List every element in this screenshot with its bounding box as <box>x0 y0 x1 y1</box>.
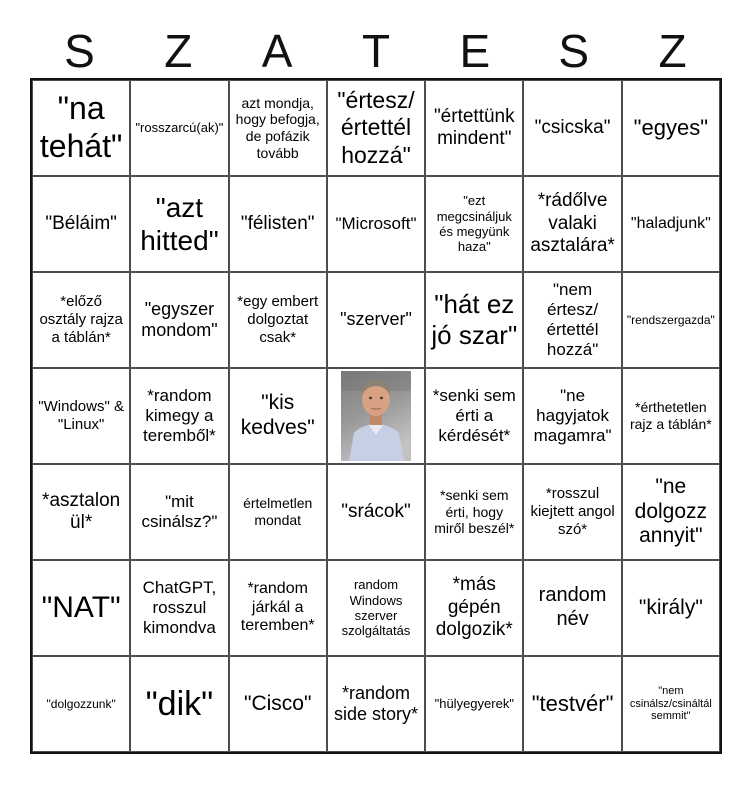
title-letter: S <box>64 25 95 77</box>
bingo-cell[interactable]: "rosszarcú(ak)" <box>130 80 228 176</box>
bingo-cell[interactable]: azt mondja, hogy befogja, de pofázik tovább <box>229 80 327 176</box>
bingo-cell[interactable]: "Microsoft" <box>327 176 425 272</box>
bingo-cell[interactable]: "ne hagyjatok magamra" <box>523 368 621 464</box>
bingo-cell[interactable]: *érthetetlen rajz a táblán* <box>622 368 720 464</box>
bingo-cell[interactable]: random Windows szerver szolgáltatás <box>327 560 425 656</box>
bingo-cell[interactable]: *rádőlve valaki asztalára* <box>523 176 621 272</box>
title-letter: E <box>459 25 491 77</box>
bingo-cell[interactable]: *random side story* <box>327 656 425 752</box>
title-letter: S <box>558 25 590 77</box>
bingo-cell[interactable]: *egy embert dolgoztat csak* <box>229 272 327 368</box>
bingo-cell[interactable]: "dolgozzunk" <box>32 656 130 752</box>
title-letter: Z <box>658 25 687 77</box>
bingo-cell[interactable]: "srácok" <box>327 464 425 560</box>
bingo-cell-free-photo[interactable] <box>327 368 425 464</box>
bingo-cell[interactable]: "ezt megcsináljuk és megyünk haza" <box>425 176 523 272</box>
bingo-cell[interactable]: "csicska" <box>523 80 621 176</box>
bingo-cell[interactable]: "Windows" & "Linux" <box>32 368 130 464</box>
bingo-cell[interactable]: "értettünk mindent" <box>425 80 523 176</box>
bingo-cell[interactable]: "testvér" <box>523 656 621 752</box>
bingo-cell[interactable]: "azt hitted" <box>130 176 228 272</box>
bingo-cell[interactable]: "hülyegyerek" <box>425 656 523 752</box>
bingo-cell[interactable]: "dik" <box>130 656 228 752</box>
bingo-cell[interactable]: "rendszergazda" <box>622 272 720 368</box>
bingo-cell[interactable]: "értesz/ értettél hozzá" <box>327 80 425 176</box>
bingo-cell[interactable]: *előző osztály rajza a táblán* <box>32 272 130 368</box>
bingo-cell[interactable]: "hát ez jó szar" <box>425 272 523 368</box>
bingo-cell[interactable]: *senki sem érti, hogy miről beszél* <box>425 464 523 560</box>
bingo-cell[interactable]: "egyszer mondom" <box>130 272 228 368</box>
bingo-cell[interactable]: "mit csinálsz?" <box>130 464 228 560</box>
bingo-cell[interactable]: "király" <box>622 560 720 656</box>
bingo-cell[interactable]: "félisten" <box>229 176 327 272</box>
bingo-cell[interactable]: *rosszul kiejtett angol szó* <box>523 464 621 560</box>
bingo-cell[interactable]: random név <box>523 560 621 656</box>
bingo-cell[interactable]: "na tehát" <box>32 80 130 176</box>
bingo-cell[interactable]: "ne dolgozz annyit" <box>622 464 720 560</box>
center-portrait-photo <box>341 371 411 461</box>
bingo-cell[interactable]: "egyes" <box>622 80 720 176</box>
bingo-cell[interactable]: "Béláim" <box>32 176 130 272</box>
bingo-cell[interactable]: *random kimegy a teremből* <box>130 368 228 464</box>
bingo-cell[interactable]: "NAT" <box>32 560 130 656</box>
title-letter: A <box>261 25 293 77</box>
bingo-cell[interactable]: ChatGPT, rosszul kimondva <box>130 560 228 656</box>
bingo-cell[interactable]: "Cisco" <box>229 656 327 752</box>
bingo-cell[interactable]: *senki sem érti a kérdését* <box>425 368 523 464</box>
card-title <box>30 0 722 78</box>
bingo-cell[interactable]: értelmetlen mondat <box>229 464 327 560</box>
bingo-cell[interactable]: *random járkál a teremben* <box>229 560 327 656</box>
bingo-cell[interactable]: "kis kedves" <box>229 368 327 464</box>
bingo-card <box>30 0 722 754</box>
bingo-grid <box>30 78 722 754</box>
bingo-cell[interactable]: *asztalon ül* <box>32 464 130 560</box>
bingo-cell[interactable]: "haladjunk" <box>622 176 720 272</box>
title-letter: Z <box>164 25 193 77</box>
bingo-cell[interactable]: "szerver" <box>327 272 425 368</box>
bingo-cell[interactable]: *más gépén dolgozik* <box>425 560 523 656</box>
title-letter: T <box>361 25 391 77</box>
bingo-cell[interactable]: "nem csinálsz/csináltál semmit" <box>622 656 720 752</box>
bingo-cell[interactable]: "nem értesz/ értettél hozzá" <box>523 272 621 368</box>
